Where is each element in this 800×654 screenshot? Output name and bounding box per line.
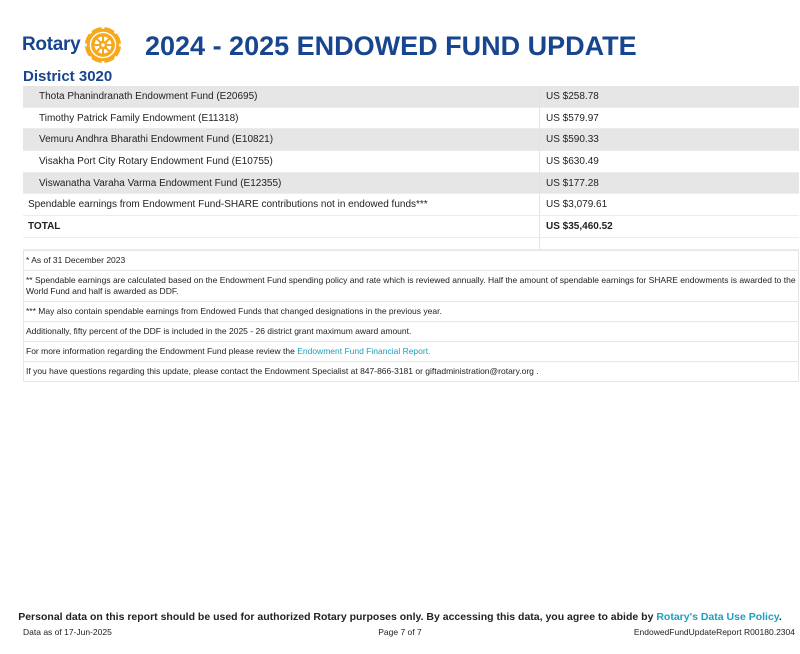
ddf-note: Additionally, fifty percent of the DDF is included in the 2025 - 26 district grant maximum award amount. <box>23 322 799 342</box>
fund-amount: US $177.28 <box>539 173 799 194</box>
notes-section <box>23 250 799 382</box>
report-id: EndowedFundUpdateReport R00180.2304 <box>633 627 795 637</box>
fund-amount: US $258.78 <box>539 86 799 107</box>
contact-note: If you have questions regarding this update, please contact the Endowment Specialist at 847-866-3181 or giftadministration@rotary.org . <box>23 362 799 382</box>
info-text: For more information regarding the Endowment Fund please review the <box>26 346 298 356</box>
table-row <box>23 151 799 173</box>
rotary-logo <box>22 26 122 66</box>
logo-wordmark: Rotary <box>22 34 81 55</box>
page-number: Page 7 of 7 <box>378 627 422 637</box>
total-row <box>23 216 799 238</box>
district-name: District 3020 <box>23 68 113 85</box>
fund-name: Vemuru Andhra Bharathi Endowment Fund (E10821) <box>39 134 274 146</box>
fund-name: Timothy Patrick Family Endowment (E11318) <box>39 112 239 124</box>
spendable-label: Spendable earnings from Endowment Fund-SHARE contributions not in endowed funds*** <box>28 199 428 211</box>
data-as-of: Data as of 17-Jun-2025 <box>23 627 112 637</box>
fund-amount: US $590.33 <box>539 129 799 150</box>
total-label: TOTAL <box>28 221 61 233</box>
data-use-policy-link[interactable]: Rotary's Data Use Policy <box>656 611 779 623</box>
spendable-row <box>23 194 799 216</box>
fund-name: Viswanatha Varaha Varma Endowment Fund (E12355) <box>39 177 282 189</box>
fund-name: Visakha Port City Rotary Endowment Fund (E10755) <box>39 156 273 168</box>
spendable-note: ** Spendable earnings are calculated based on the Endowment Fund spending policy and rate which is reviewed annually. Half the amount of spendable earnings for SHARE endowments is awarded to the World Fund and half is awarded as DDF. <box>23 271 799 302</box>
total-amount: US $35,460.52 <box>539 216 799 237</box>
spacer-cell <box>539 238 799 249</box>
table-row <box>23 108 799 130</box>
designation-note: *** May also contain spendable earnings from Endowed Funds that changed designations in the previous year. <box>23 302 799 322</box>
disclaimer-end: . <box>778 611 782 623</box>
data-use-disclaimer <box>0 611 800 623</box>
financial-report-link[interactable]: Endowment Fund Financial Report. <box>297 346 431 356</box>
fund-name: Thota Phanindranath Endowment Fund (E20695) <box>39 91 258 102</box>
spacer-row <box>23 238 799 250</box>
table-row <box>23 173 799 195</box>
fund-amount: US $630.49 <box>539 151 799 172</box>
table-row <box>23 86 799 108</box>
spendable-amount: US $3,079.61 <box>539 194 799 215</box>
disclaimer-text: Personal data on this report should be used for authorized Rotary purposes only. By accessing this data, you agree to abide by <box>18 611 657 623</box>
fund-table <box>23 86 799 250</box>
rotary-wheel-icon <box>84 26 122 64</box>
info-note <box>23 342 799 362</box>
as-of-note: * As of 31 December 2023 <box>23 250 799 271</box>
fund-amount: US $579.97 <box>539 108 799 129</box>
report-title: 2024 - 2025 ENDOWED FUND UPDATE <box>145 31 637 61</box>
spacer-cell <box>23 238 539 249</box>
table-row <box>23 129 799 151</box>
